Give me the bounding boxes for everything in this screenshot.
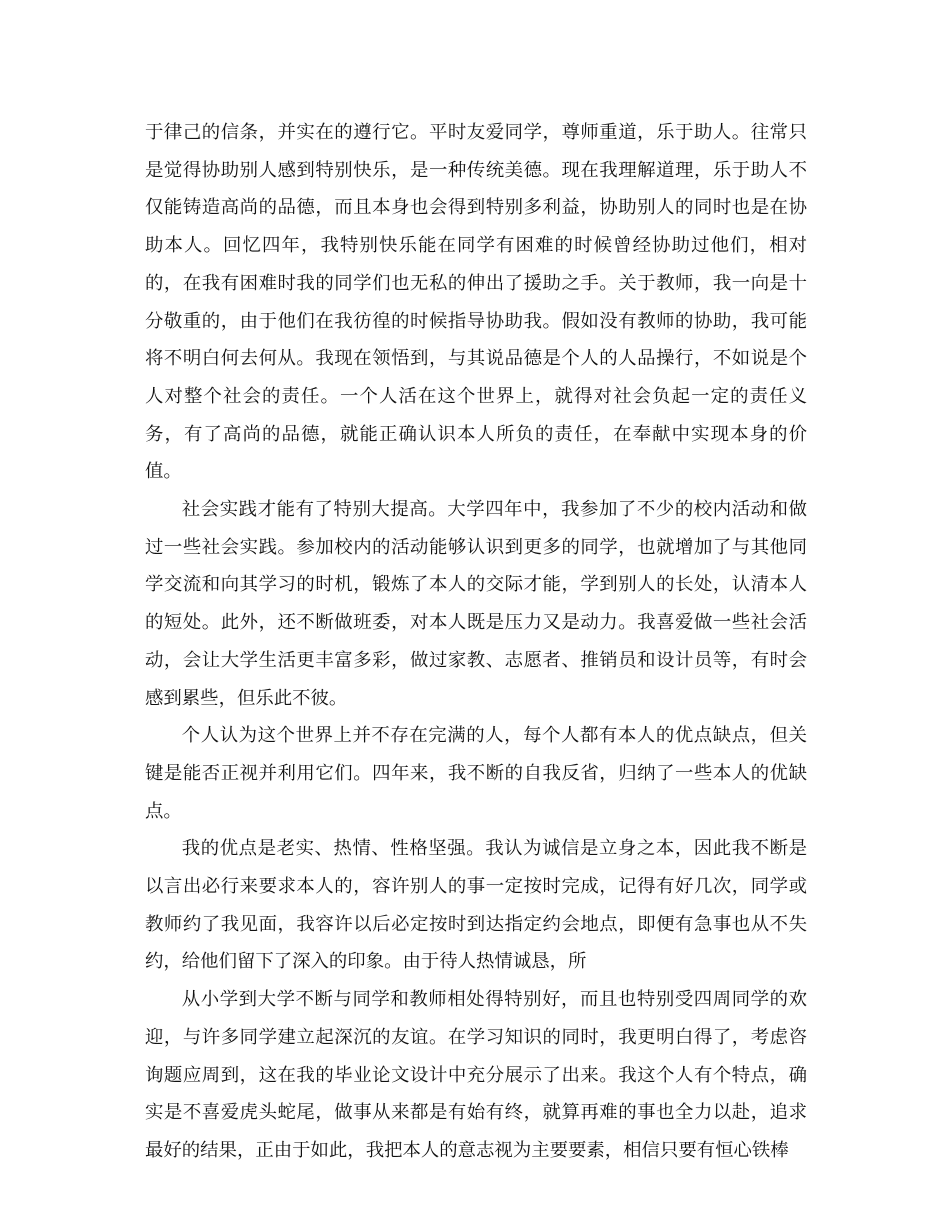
- document-body: [145, 114, 807, 1170]
- paragraph-social-practice: 社会实践才能有了特别大提高。大学四年中，我参加了不少的校内活动和做过一些社会实践。参加校内的活动能够认识到更多的同学，也就增加了与其他同学交流和向其学习的时机，锻炼了本人的交际才能，学到别人的长处，认清本人的短处。此外，还不断做班委，对本人既是压力又是动力。我喜爱做一些社会活动，会让大学生活更丰富多彩，做过家教、志愿者、推销员和设计员等，有时会感到累些，但乐此不彼。: [145, 499, 807, 709]
- paragraph-self-reflection: 个人认为这个世界上并不存在完满的人，每个人都有本人的优点缺点，但关键是能否正视并利用它们。四年来，我不断的自我反省，归纳了一些本人的优缺点。: [145, 725, 807, 822]
- paragraph-relationships: 从小学到大学不断与同学和教师相处得特别好，而且也特别受四周同学的欢迎，与许多同学建立起深沉的友谊。在学习知识的同时，我更明白得了，考虑咨询题应周到，这在我的毕业论文设计中充分展示了出来。我这个人有个特点，确实是不喜爱虎头蛇尾，做事从来都是有始有终，就算再难的事也全力以赴，追求最好的结果，正由于如此，我把本人的意志视为主要要素，相信只要有恒心铁棒: [145, 989, 807, 1161]
- paragraph-strengths: 我的优点是老实、热情、性格坚强。我认为诚信是立身之本，因此我不断是以言出必行来要求本人的，容许别人的事一定按时完成，记得有好几次，同学或教师约了我见面，我容许以后必定按时到达指定约会地点，即便有急事也从不失约，给他们留下了深入的印象。由于待人热情诚恳，所: [145, 838, 807, 973]
- paragraph-continued: 于律己的信条，并实在的遵行它。平时友爱同学，尊师重道，乐于助人。往常只是觉得协助别人感到特别快乐，是一种传统美德。现在我理解道理，乐于助人不仅能铸造高尚的品德，而且本身也会得到特别多利益，协助别人的同时也是在协助本人。回忆四年，我特别快乐能在同学有困难的时候曾经协助过他们，相对的，在我有困难时我的同学们也无私的伸出了援助之手。关于教师，我一向是十分敬重的，由于他们在我彷徨的时候指导协助我。假如没有教师的协助，我可能将不明白何去何从。我现在领悟到，与其说品德是个人的人品操行，不如说是个人对整个社会的责任。一个人活在这个世界上，就得对社会负起一定的责任义务，有了高尚的品德，就能正确认识本人所负的责任，在奉献中实现本身的价值。: [145, 122, 807, 483]
